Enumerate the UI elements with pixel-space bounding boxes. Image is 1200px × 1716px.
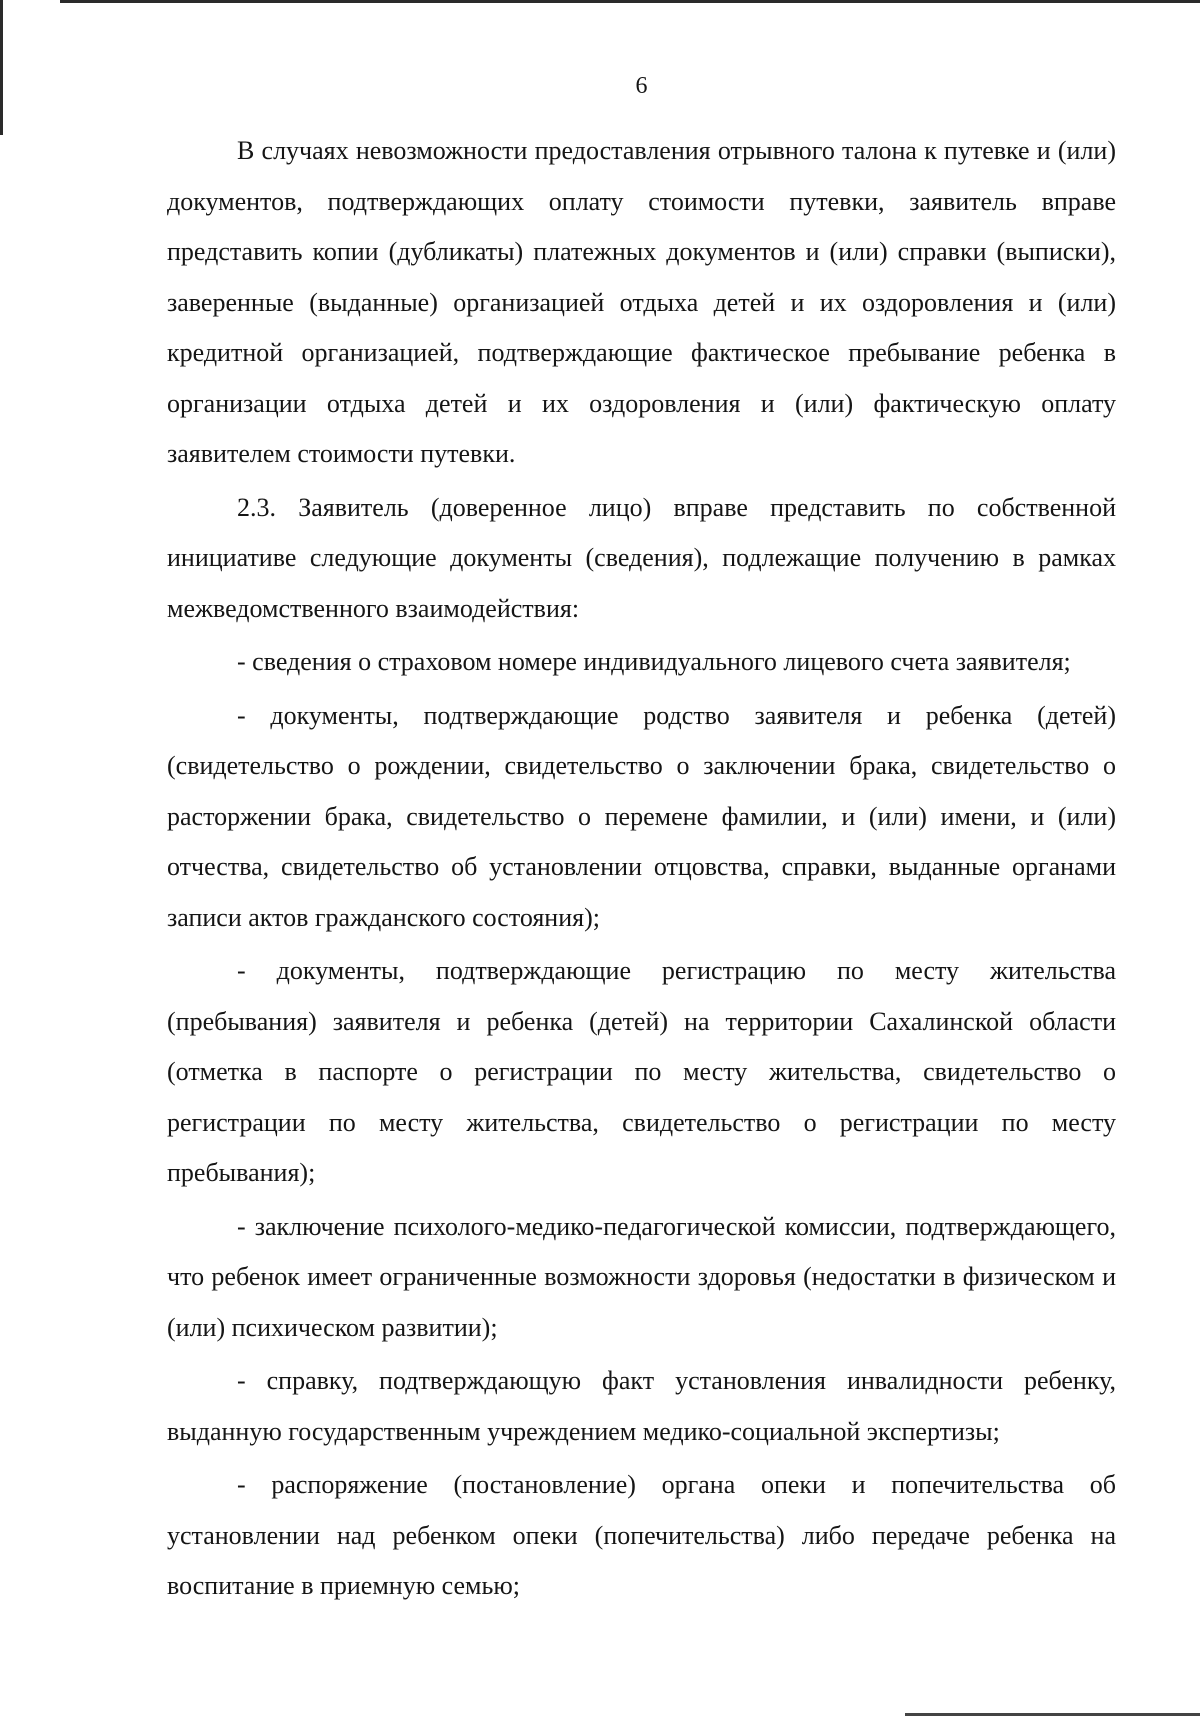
paragraph: В случаях невозможности предоставления отрывного талона к путевке и (или) документов, подтверждающих оплату стоимости путевки, заявитель вправе представить копии (дубликаты) платежных документов и (или) справки (выписки), заверенные (выданные) организацией отдыха детей и их оздоровления и (или) кредитной организацией, подтверждающие фактическое пребывание ребенка в организации отдыха детей и их оздоровления и (или) фактическую оплату заявителем стоимости путевки. — [167, 136, 1116, 468]
scan-left-edge — [0, 0, 3, 135]
list-item: - сведения о страховом номере индивидуального лицевого счета заявителя; — [237, 647, 1071, 676]
list-item: - документы, подтверждающие регистрацию по месту жительства (пребывания) заявителя и ребенка (детей) на территории Сахалинской области (отметка в паспорте о регистрации по месту жительства, свидетельство о регистрации по месту жительства, свидетельство о регистрации по месту пребывания); — [167, 956, 1116, 1187]
paragraph: 2.3. Заявитель (доверенное лицо) вправе представить по собственной инициативе следующие документы (сведения), подлежащие получению в рамках межведомственного взаимодействия: — [167, 492, 1116, 623]
list-item: - справку, подтверждающую факт установления инвалидности ребенку, выданную государственным учреждением медико-социальной экспертизы; — [167, 1366, 1116, 1446]
page-number: 6 — [635, 73, 648, 99]
scan-top-edge — [60, 0, 1200, 3]
list-item: - распоряжение (постановление) органа опеки и попечительства об установлении над ребенком опеки (попечительства) либо передаче ребенка на воспитание в приемную семью; — [167, 1470, 1116, 1600]
document-body — [167, 126, 1116, 1612]
list-item: - документы, подтверждающие родство заявителя и ребенка (детей) (свидетельство о рождении, свидетельство о заключении брака, свидетельство о расторжении брака, свидетельство о перемене фамилии, и (или) имени, и (или) отчества, свидетельство об установлении отцовства, справки, выданные органами записи актов гражданского состояния); — [167, 700, 1116, 932]
list-item: - заключение психолого-медико-педагогической комиссии, подтверждающего, что ребенок имеет ограниченные возможности здоровья (недостатки в физическом и (или) психическом развитии); — [167, 1211, 1116, 1342]
